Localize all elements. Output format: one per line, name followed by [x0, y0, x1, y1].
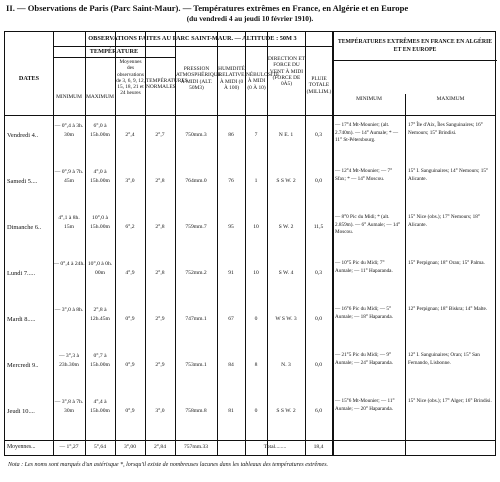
cell-mean: 0°,9 [125, 362, 135, 368]
cell-min: — 3°,3 à 23h.30m [58, 353, 80, 368]
cell-extreme-max: 15° Perpignan; 18° Oran; 15° Palma. [408, 260, 485, 266]
cell-pressure: 750mm.3 [185, 132, 207, 138]
header-rain: PLUIE TOTALE (MILLIM.) [306, 76, 332, 95]
rule [145, 32, 146, 455]
row-date: Mercredi 9.. [7, 362, 39, 369]
cell-max: 2°,8 à 12h.45m [90, 307, 110, 322]
cell-max: 10°,0 à 0h. 00m [87, 261, 113, 276]
means-mean: 3°,00 [123, 444, 137, 450]
cell-min: 4°,1 à 8h. 15m [58, 215, 80, 230]
cell-wind: N. 3 [281, 362, 291, 368]
rule [267, 32, 268, 455]
means-normal: 2°,84 [153, 444, 167, 450]
cell-cloud: 0 [254, 408, 258, 414]
cell-hum: 67 [228, 316, 234, 322]
rain-total: 18,4 [313, 444, 324, 450]
cell-max: 4°,4 à 15h.00m [90, 399, 110, 414]
cell-extreme-min: — 10°5 Pic du Midi; 7° Aumale; — 11° Haparanda. [335, 260, 393, 274]
cell-hum: 86 [228, 132, 234, 138]
cell-max: 0°,7 à 15h.00m [90, 353, 110, 368]
cell-wind: S S W. 2 [276, 408, 296, 414]
cell-hum: 81 [228, 408, 234, 414]
cell-normal: 2°,8 [155, 224, 165, 230]
rule [53, 46, 332, 47]
cell-extreme-min: — 12°4 Mt-Mounier; — 7° Sfax; * — 14° Moscou. [335, 168, 393, 182]
cell-min: — 0°,9 à 7h. 45m [54, 169, 84, 184]
means-label: Moyennes... [7, 444, 36, 450]
cell-pressure: 753mm.1 [185, 362, 207, 368]
header-minimum: MINIMUM [56, 94, 82, 100]
total-label: Total........ [263, 444, 287, 450]
cell-extreme-max: 15° Nice (obs.); 17° Nemours; 18° Alicante. [408, 214, 480, 228]
row-date: Samedi 5.... [7, 178, 38, 185]
cell-max: 4°,0 à 15h.00m [90, 169, 110, 184]
cell-rain: 6,0 [315, 408, 322, 414]
row-date: Jeudi 10.... [7, 408, 35, 415]
cell-cloud: 0 [254, 316, 258, 322]
cell-rain: 11,5 [313, 224, 324, 230]
row-date: Vendredi 4.. [7, 132, 39, 139]
cell-mean: 3°,0 [125, 178, 135, 184]
header-extreme-minimum: MINIMUM [356, 96, 382, 102]
row-date: Lundi 7..... [7, 270, 36, 277]
rule [217, 32, 218, 455]
cell-min: — 0°,4 à 3h. 30m [54, 123, 84, 138]
rule [53, 57, 175, 58]
means-min: — 1°,27 [59, 444, 79, 450]
cell-hum: 95 [228, 224, 234, 230]
cell-normal: 2°,8 [155, 178, 165, 184]
cell-cloud: 7 [254, 132, 258, 138]
cell-extreme-min: — 16°6 Pic du Midi; — 5° Aumale; — 18° Haparanda. [335, 306, 393, 320]
header-humidity: HUMIDITÉ RELATIVE À MIDI (0 À 100) [218, 66, 245, 91]
cell-mean: 6°,2 [125, 224, 135, 230]
cell-mean: 0°,9 [125, 408, 135, 414]
rule [305, 32, 306, 455]
cell-hum: 76 [228, 178, 234, 184]
cell-normal: 2°,8 [155, 270, 165, 276]
cell-max: 10°,0 à 15h.00m [90, 215, 110, 230]
cell-mean: 2°,4 [125, 132, 135, 138]
page-subtitle: (du vendredi 4 au jeudi 10 février 1910). [186, 14, 314, 23]
cell-min: — 3°,8 à 7h. 30m [54, 399, 84, 414]
cell-pressure: 747mm.1 [185, 316, 207, 322]
cell-wind: W S W. 3 [275, 316, 297, 322]
rule [332, 60, 497, 61]
cell-mean: 4°,9 [125, 270, 135, 276]
cell-cloud: 10 [253, 224, 259, 230]
cell-rain: 0,3 [315, 132, 322, 138]
header-maximum: MAXIMUM [86, 94, 114, 100]
cell-extreme-min: — 8°0 Pic du Midi; * (alt. 2.859m). — 6° Aumale; — 14° Moscou. [335, 214, 401, 235]
cell-wind: S W. 2 [278, 224, 294, 230]
page-title: II. — Observations de Paris (Parc Saint-Maur). — Températures extrêmes en France, en Algérie et en Europe [6, 3, 409, 13]
cell-normal: 2°,7 [155, 132, 165, 138]
cell-cloud: 10 [253, 270, 259, 276]
header-group-saint-maur: OBSERVATIONS FAITES AU PARC SAINT-MAUR. — ALTITUDE : 50M 3 [88, 35, 297, 42]
cell-extreme-min: — 21°5 Pic du Midi; — 9° Aumale; — 24° Haparanda. [335, 352, 393, 366]
cell-normal: 3°,0 [155, 408, 165, 414]
header-temperature: TEMPÉRATURE [89, 48, 139, 55]
header-normals: TEMPÉRATURES NORMALES [146, 78, 188, 91]
cell-rain: 0,0 [315, 178, 322, 184]
cell-extreme-max: 15° I. Sanguinaires; 14° Nemours; 15° Alicante. [408, 168, 488, 182]
rule [175, 32, 176, 455]
rule [5, 115, 495, 116]
row-date: Mardi 8..... [7, 316, 36, 323]
cell-min: — 3°,0 à 8h. [54, 307, 84, 313]
header-means: Moyennes des observations de 3, 6, 9, 12, 15, 18, 21 et 24 heures [116, 59, 145, 97]
header-wind: DIRECTION ET FORCE DU VENT À MIDI (FORCE DE 0À5) [268, 56, 305, 88]
cell-wind: S S W. 2 [276, 178, 296, 184]
cell-extreme-min: — 15°6 Mt-Mounier; — 11° Aumale; — 20° Haparanda. [335, 398, 395, 412]
footnote: Nota : Les noms sont marqués d'un astérisque *, lorsqu'il existe de nombreuses lacunes dans les tableaux des températures extrêmes. [8, 462, 329, 468]
cell-extreme-max: 17° Île d'Aix, Îles Sanguinaires; 16° Nemours; 15° Brindisi. [408, 122, 483, 136]
cell-normal: 2°,9 [155, 316, 165, 322]
header-pressure: PRESSION ATMOSPHÉRIQUE À MIDI (ALT. 50M3) [176, 66, 221, 91]
cell-extreme-max: 12° I. Sanguinaires; Oran; 15° San Fernando, Lisbonne. [408, 352, 480, 366]
rule [245, 32, 246, 455]
cell-pressure: 759mm.7 [185, 224, 207, 230]
header-dates: DATES [18, 75, 40, 82]
cell-extreme-max: 12° Perpignan; 18° Biskra; 14° Malte. [408, 306, 488, 312]
cell-wind: S W. 4 [278, 270, 294, 276]
cell-cloud: 8 [254, 362, 258, 368]
rule [5, 440, 495, 441]
cell-rain: 0,3 [315, 270, 322, 276]
means-pressure: 757mm.33 [183, 444, 209, 450]
cell-hum: 91 [228, 270, 234, 276]
cell-rain: 0,0 [315, 316, 322, 322]
cell-hum: 84 [228, 362, 234, 368]
means-max: 5°,64 [93, 444, 107, 450]
cell-extreme-max: 15° Nice (obs.); 17° Alger; 16° Brindisi. [408, 398, 492, 404]
header-group-extremes: TEMPÉRATURES EXTRÊMES EN FRANCE EN ALGÉRIE ET EN EUROPE [337, 39, 493, 53]
cell-pressure: 764mm.0 [185, 178, 207, 184]
header-extreme-maximum: MAXIMUM [436, 96, 465, 102]
rule [405, 94, 406, 455]
cell-min: — 0°,4 à 24h. [53, 261, 85, 267]
cell-cloud: 1 [254, 178, 258, 184]
cell-normal: 2°,9 [155, 362, 165, 368]
row-date: Dimanche 6.. [7, 224, 42, 231]
header-nebulosity: NÉBULOSITÉ À MIDI (0 À 10) [246, 72, 280, 91]
cell-wind: N E. 1 [278, 132, 294, 138]
cell-rain: 0,0 [315, 362, 322, 368]
cell-max: 6°,0 à 15h.00m [90, 123, 110, 138]
cell-pressure: 752mm.2 [185, 270, 207, 276]
cell-pressure: 758mm.8 [185, 408, 207, 414]
observation-table [4, 31, 496, 456]
cell-extreme-min: — 17°4 Mt-Mounier; (alt. 2.740m). — 14° Aumale; * — 11° St-Pétersbourg. [335, 122, 399, 143]
cell-mean: 0°,9 [125, 316, 135, 322]
